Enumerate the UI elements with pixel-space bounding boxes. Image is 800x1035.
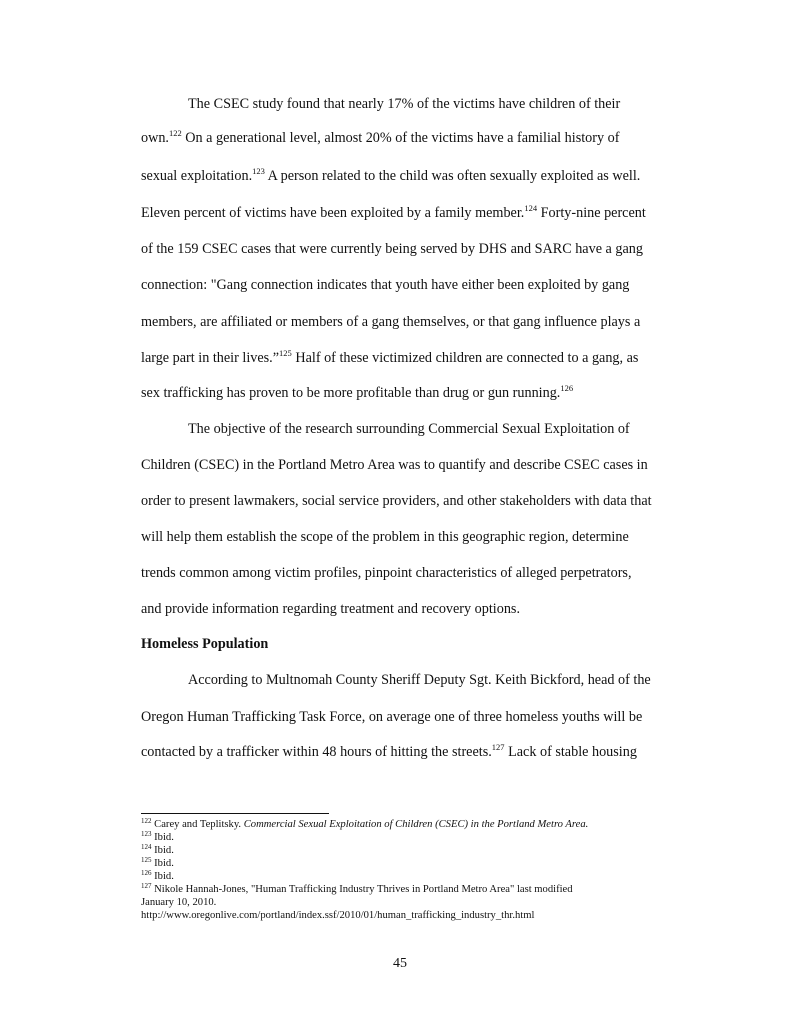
footnote-127	[141, 884, 573, 896]
footnote-ref: 122	[168, 128, 182, 138]
footnote-ref: 127	[491, 742, 505, 752]
footnote-text: Nikole Hannah-Jones, "Human Trafficking Industry Thrives in Portland Metro Area" last modified	[151, 884, 573, 895]
footnote-number: 122	[141, 817, 152, 825]
footnote-127-url: http://www.oregonlive.com/portland/index.ssf/2010/01/human_trafficking_industry_thr.html	[141, 910, 535, 921]
body-text-line	[188, 671, 651, 689]
body-text-line	[141, 349, 638, 367]
body-text-line	[141, 240, 643, 258]
footnote-number: 127	[141, 882, 152, 890]
footnote-text: Carey and Teplitsky.	[151, 819, 244, 830]
text-run: sex trafficking has proven to be more profitable than drug or gun running.	[141, 385, 561, 401]
text-run: trends common among victim profiles, pinpoint characteristics of alleged perpetrators,	[141, 565, 632, 581]
text-run: will help them establish the scope of the problem in this geographic region, determine	[141, 529, 629, 545]
footnote-number: 125	[141, 856, 152, 864]
footnote-text: Ibid.	[151, 845, 174, 856]
footnote-ref: 126	[560, 383, 574, 393]
footnote-ref: 125	[279, 348, 292, 358]
text-run: large part in their lives.”	[141, 350, 280, 366]
footnote-separator	[141, 813, 329, 814]
body-text-line	[141, 528, 629, 546]
footnote-number: 124	[141, 843, 152, 851]
footnote-127-date: January 10, 2010.	[141, 897, 217, 908]
footnote-122	[141, 819, 588, 831]
footnote-ref: 124	[524, 203, 538, 213]
footnote-ref: 123	[252, 166, 265, 176]
text-run: The objective of the research surrounding Commercial Sexual Exploitation of	[188, 421, 630, 437]
text-run: According to Multnomah County Sheriff Deputy Sgt. Keith Bickford, head of the	[188, 672, 651, 688]
footnote-text: Ibid.	[151, 871, 174, 882]
body-text-line	[141, 167, 640, 185]
section-heading: Homeless Population	[141, 636, 269, 652]
text-run: order to present lawmakers, social service providers, and other stakeholders with data that	[141, 493, 652, 509]
footnote-text: Ibid.	[151, 832, 174, 843]
text-run: contacted by a trafficker within 48 hours of hitting the streets.	[141, 744, 492, 760]
text-run: Lack of stable housing	[504, 744, 637, 760]
text-run: A person related to the child was often sexually exploited as well.	[264, 168, 641, 184]
text-run: The CSEC study found that nearly 17% of the victims have children of their	[188, 96, 621, 112]
body-text-line	[141, 204, 646, 222]
text-run: of the 159 CSEC cases that were currently being served by DHS and SARC have a gang	[141, 241, 643, 257]
body-text-line	[141, 384, 573, 402]
text-run: and provide information regarding treatment and recovery options.	[141, 601, 520, 617]
text-run: Forty-nine percent	[537, 205, 646, 221]
body-text-line	[188, 420, 630, 438]
body-text-line	[141, 276, 629, 294]
text-run: sexual exploitation.	[141, 168, 253, 184]
text-run: Half of these victimized children are connected to a gang, as	[291, 350, 639, 366]
footnote-number: 123	[141, 830, 152, 838]
page-number: 45	[393, 956, 407, 971]
body-text-line	[141, 708, 642, 726]
text-run: On a generational level, almost 20% of the victims have a familial history of	[181, 130, 620, 146]
body-text-line	[141, 600, 520, 618]
text-run: Children (CSEC) in the Portland Metro Area was to quantify and describe CSEC cases in	[141, 457, 648, 473]
body-text-line	[141, 492, 652, 510]
text-run: own.	[141, 130, 169, 146]
body-text-line	[188, 95, 620, 113]
body-text-line	[141, 313, 640, 331]
body-text-line	[141, 564, 632, 582]
body-text-line	[141, 743, 637, 761]
footnote-number: 126	[141, 869, 152, 877]
text-run: members, are affiliated or members of a gang themselves, or that gang influence plays a	[141, 314, 641, 330]
footnote-title: Commercial Sexual Exploitation of Children (CSEC) in the Portland Metro Area.	[243, 819, 589, 830]
body-text-line	[141, 129, 619, 147]
footnote-text: Ibid.	[151, 858, 174, 869]
text-run: connection: "Gang connection indicates that youth have either been exploited by gang	[141, 277, 630, 293]
text-run: Oregon Human Trafficking Task Force, on average one of three homeless youths will be	[141, 709, 643, 725]
body-text-line	[141, 456, 648, 474]
text-run: Eleven percent of victims have been exploited by a family member.	[141, 205, 525, 221]
